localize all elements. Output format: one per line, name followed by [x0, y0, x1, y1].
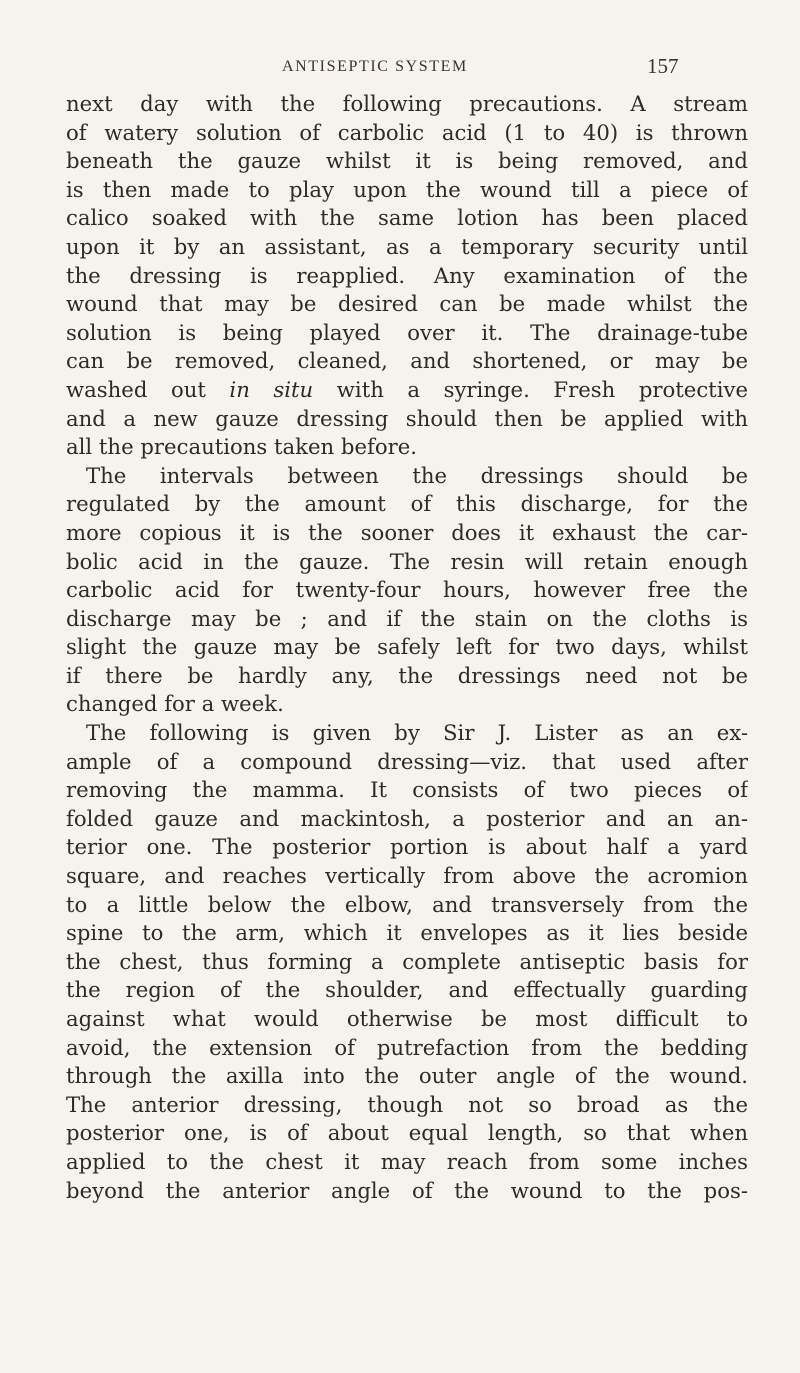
text-line: the dressing is reapplied. Any examination of the [66, 262, 748, 288]
text-span: washed out [66, 376, 206, 402]
text-line: through the axilla into the outer angle of the wound. [66, 1063, 748, 1089]
body-text [66, 90, 748, 1205]
text-line: carbolic acid for twenty-four hours, however free the [66, 577, 748, 603]
text-line: calico soaked with the same lotion has been placed [66, 205, 748, 231]
running-head [0, 40, 800, 80]
running-title: ANTISEPTIC SYSTEM [282, 58, 468, 75]
text-line: against what would otherwise be most difficult to [66, 1006, 748, 1031]
text-line: solution is being played over it. The drainage-tube [66, 319, 748, 345]
text-line: wound that may be desired can be made whilst the [66, 291, 748, 317]
text-line: terior one. The posterior portion is about half a yard [66, 834, 748, 860]
text-line: bolic acid in the gauze. The resin will retain enough [66, 548, 748, 574]
text-line: regulated by the amount of this discharge, for the [66, 491, 748, 517]
text-line: ample of a compound dressing—viz. that used after [66, 748, 748, 774]
text-line: The following is given by Sir J. Lister as an ex- [86, 720, 748, 746]
text-line: The intervals between the dressings should be [86, 462, 748, 488]
text-line: the region of the shoulder, and effectually guarding [66, 977, 748, 1003]
text-line: The anterior dressing, though not so broad as the [66, 1091, 748, 1117]
text-line: avoid, the extension of putrefaction from the bedding [66, 1034, 748, 1060]
text-line: posterior one, is of about equal length, so that when [66, 1120, 748, 1146]
text-line: is then made to play upon the wound till a piece of [66, 176, 748, 202]
text-line: and a new gauze dressing should then be applied with [66, 405, 748, 431]
text-line: square, and reaches vertically from above the acromion [66, 863, 748, 889]
text-line: next day with the following precautions. A stream [66, 91, 748, 116]
text-line: more copious it is the sooner does it exhaust the car- [66, 519, 748, 545]
page-number: 157 [647, 54, 679, 78]
text-line: slight the gauze may be safely left for two days, whilst [66, 634, 748, 660]
text-line: all the precautions taken before. [66, 434, 418, 460]
text-line: can be removed, cleaned, and shortened, or may be [66, 348, 748, 374]
text-line: folded gauze and mackintosh, a posterior and an an- [66, 805, 748, 831]
italic-phrase: in situ [229, 376, 314, 402]
text-line: applied to the chest it may reach from some inches [66, 1148, 748, 1174]
text-line: beneath the gauze whilst it is being removed, and [66, 148, 748, 174]
text-line: changed for a week. [66, 691, 284, 717]
text-line: to a little below the elbow, and transversely from the [66, 891, 748, 917]
text-line: beyond the anterior angle of the wound to the pos- [66, 1177, 748, 1203]
text-line: discharge may be ; and if the stain on the cloths is [66, 605, 748, 631]
text-span: with a syringe. Fresh protective [336, 376, 748, 402]
text-line: upon it by an assistant, as a temporary security until [66, 233, 748, 259]
text-line: of watery solution of carbolic acid (1 to 40) is thrown [66, 119, 748, 145]
text-line: spine to the arm, which it envelopes as it lies beside [66, 920, 748, 946]
text-line-with-italic [66, 376, 748, 405]
text-line: the chest, thus forming a complete antiseptic basis for [66, 948, 748, 974]
text-line: if there be hardly any, the dressings need not be [66, 662, 748, 688]
text-line: removing the mamma. It consists of two pieces of [66, 777, 748, 803]
